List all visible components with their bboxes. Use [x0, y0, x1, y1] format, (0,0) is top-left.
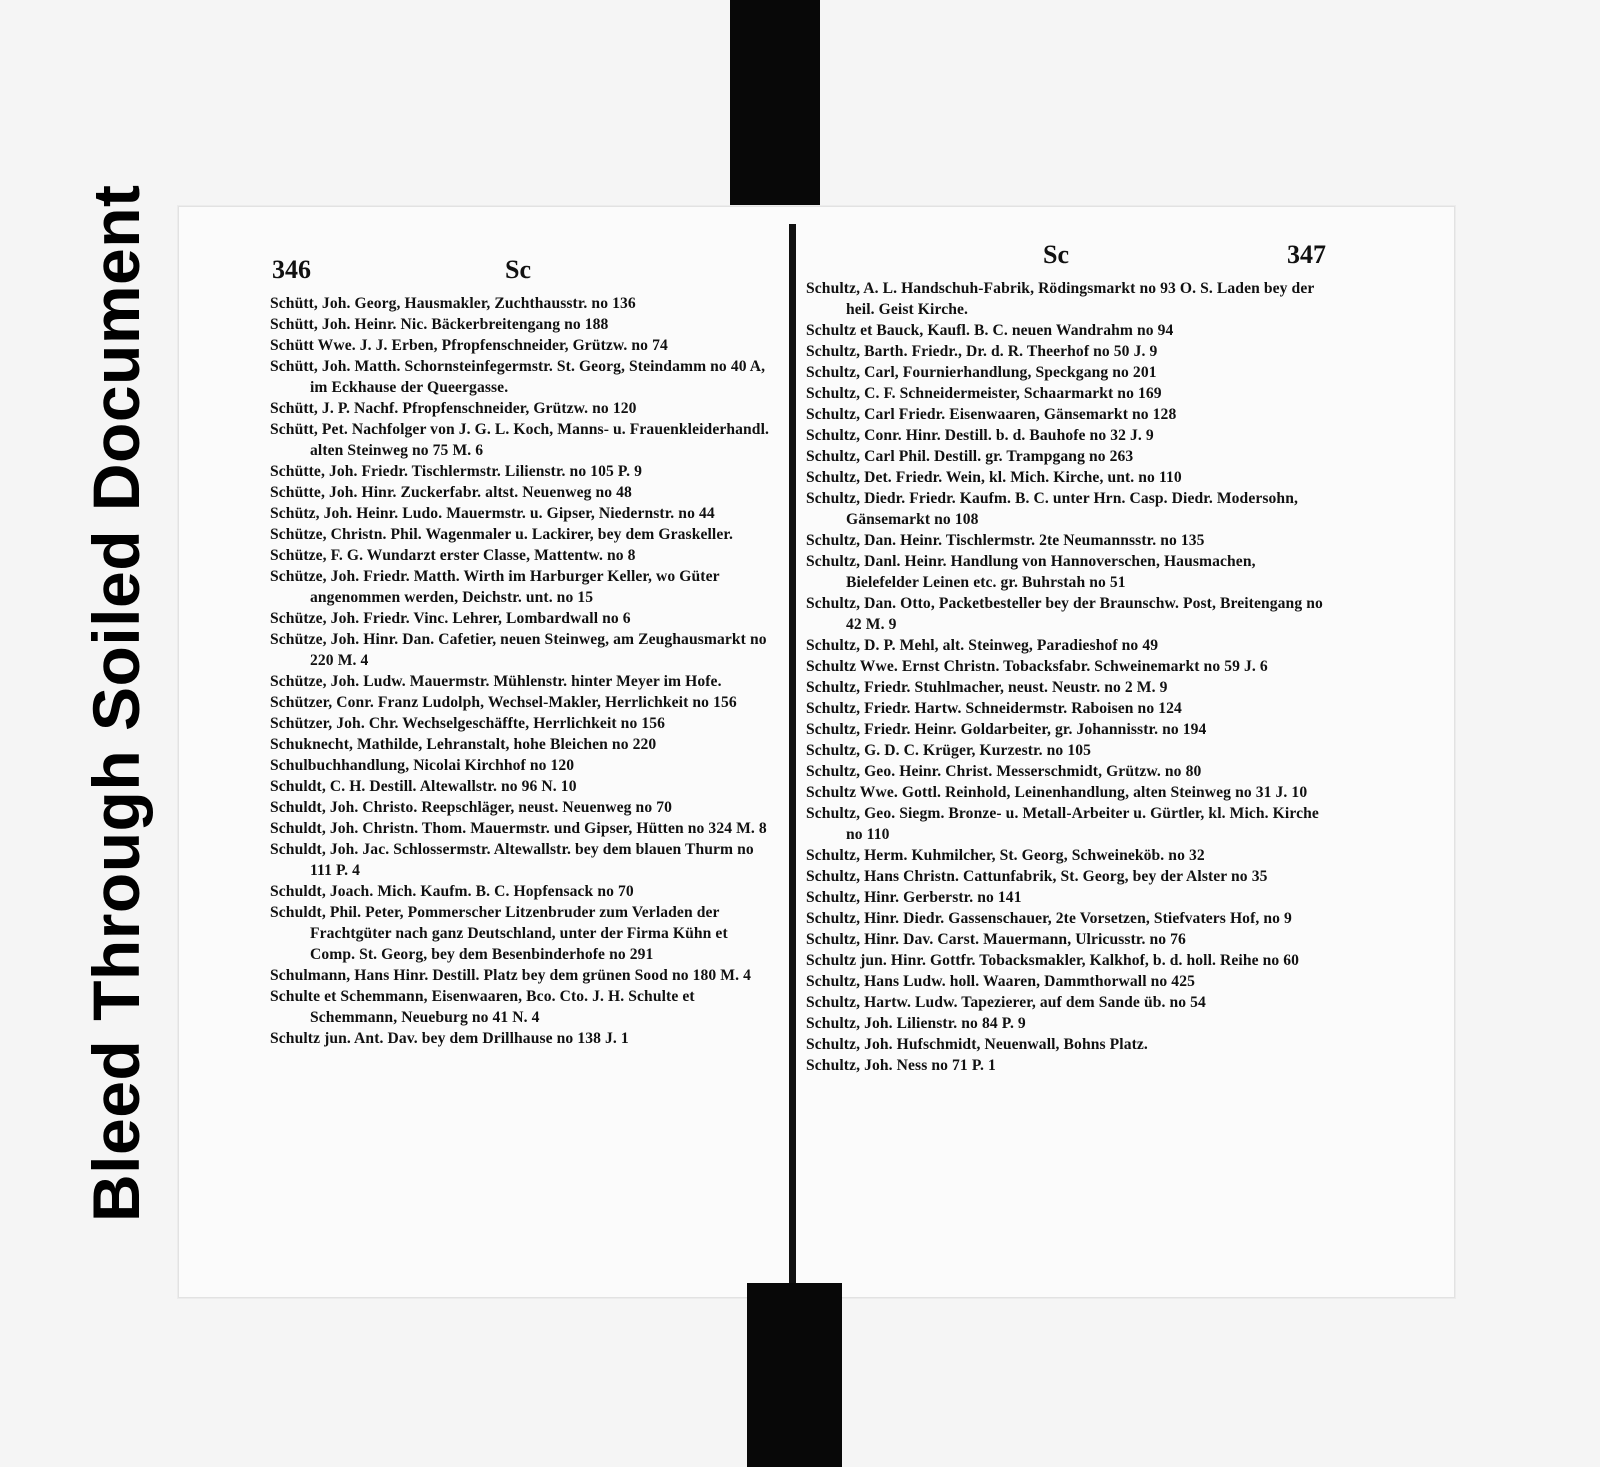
directory-entry: Schulbuchhandlung, Nicolai Kirchhof no 120: [270, 757, 575, 774]
directory-entry: Schütt, Joh. Matth. Schornsteinfegermstr. St. Georg, Steindamm no 40 A, im Eckhause der Queergasse.: [270, 358, 766, 396]
directory-entry: Schultz, Diedr. Friedr. Kaufm. B. C. unter Hrn. Casp. Diedr. Modersohn, Gänsemarkt no 108: [806, 490, 1298, 528]
directory-entry: Schultz, Conr. Hinr. Destill. b. d. Bauhofe no 32 J. 9: [806, 427, 1154, 444]
right-entry-list: [806, 278, 1326, 1076]
directory-entry: Schultz, Danl. Heinr. Handlung von Hannoverschen, Hausmachen, Bielefelder Leinen etc. gr. Buhrstah no 51: [806, 553, 1256, 591]
directory-entry: Schützer, Joh. Chr. Wechselgeschäffte, Herrlichkeit no 156: [270, 715, 666, 732]
directory-entry: Schultz, Geo. Siegm. Bronze- u. Metall-Arbeiter u. Gürtler, kl. Mich. Kirche no 110: [806, 805, 1319, 843]
directory-entry: Schultz, Hinr. Dav. Carst. Mauermann, Ulricusstr. no 76: [806, 931, 1186, 948]
directory-entry: Schultz, Joh. Lilienstr. no 84 P. 9: [806, 1015, 1026, 1032]
watermark-label: Bleed Through Soiled Document: [79, 184, 153, 1222]
left-page: [270, 255, 770, 1049]
directory-entry: Schultz, Hinr. Gerberstr. no 141: [806, 889, 1022, 906]
directory-entry: Schütze, Joh. Hinr. Dan. Cafetier, neuen Steinweg, am Zeughausmarkt no 220 M. 4: [270, 631, 767, 669]
top-binding-bar: [730, 0, 820, 222]
directory-entry: Schultz, C. F. Schneidermeister, Schaarmarkt no 169: [806, 385, 1162, 402]
directory-entry: Schuknecht, Mathilde, Lehranstalt, hohe Bleichen no 220: [270, 736, 657, 753]
book-gutter: [789, 224, 796, 1289]
right-page-heading: Sc: [1043, 240, 1069, 269]
directory-entry: Schultz, Friedr. Stuhlmacher, neust. Neustr. no 2 M. 9: [806, 679, 1168, 696]
directory-entry: Schultz jun. Hinr. Gottfr. Tobacksmakler, Kalkhof, b. d. holl. Reihe no 60: [806, 952, 1300, 969]
directory-entry: Schultz, Barth. Friedr., Dr. d. R. Theerhof no 50 J. 9: [806, 343, 1158, 360]
left-entry-list: [270, 293, 770, 1049]
directory-entry: Schultz, Joh. Ness no 71 P. 1: [806, 1057, 996, 1074]
right-page-number: 347: [1287, 240, 1326, 269]
directory-entry: Schultz, Hartw. Ludw. Tapezierer, auf dem Sande üb. no 54: [806, 994, 1206, 1011]
directory-entry: Schultz jun. Ant. Dav. bey dem Drillhause no 138 J. 1: [270, 1030, 629, 1047]
directory-entry: Schütz, Joh. Heinr. Ludo. Mauermstr. u. Gipser, Niedernstr. no 44: [270, 505, 715, 522]
directory-entry: Schütze, Joh. Friedr. Vinc. Lehrer, Lombardwall no 6: [270, 610, 631, 627]
directory-entry: Schultz, Hans Ludw. holl. Waaren, Dammthorwall no 425: [806, 973, 1195, 990]
directory-entry: Schütze, Joh. Friedr. Matth. Wirth im Harburger Keller, wo Güter angenommen werden, Deichstr. unt. no 15: [270, 568, 720, 606]
directory-entry: Schultz, Joh. Hufschmidt, Neuenwall, Bohns Platz.: [806, 1036, 1148, 1053]
directory-entry: Schultz et Bauck, Kaufl. B. C. neuen Wandrahm no 94: [806, 322, 1174, 339]
directory-entry: Schuldt, Joh. Christo. Reepschläger, neust. Neuenweg no 70: [270, 799, 673, 816]
directory-entry: Schultz, Hinr. Diedr. Gassenschauer, 2te Vorsetzen, Stiefvaters Hof, no 9: [806, 910, 1292, 927]
directory-entry: Schuldt, Joh. Jac. Schlossermstr. Altewallstr. bey dem blauen Thurm no 111 P. 4: [270, 841, 754, 879]
directory-entry: Schultz, Herm. Kuhmilcher, St. Georg, Schweineköb. no 32: [806, 847, 1205, 864]
directory-entry: Schulte et Schemmann, Eisenwaaren, Bco. Cto. J. H. Schulte et Schemmann, Neueburg no 41 N. 4: [270, 988, 695, 1026]
directory-entry: Schütt Wwe. J. J. Erben, Pfropfenschneider, Grützw. no 74: [270, 337, 668, 354]
directory-entry: Schütte, Joh. Friedr. Tischlermstr. Lilienstr. no 105 P. 9: [270, 463, 642, 480]
directory-entry: Schütze, Christn. Phil. Wagenmaler u. Lackirer, bey dem Graskeller.: [270, 526, 733, 543]
directory-entry: Schultz, Hans Christn. Cattunfabrik, St. Georg, bey der Alster no 35: [806, 868, 1268, 885]
directory-entry: Schultz, D. P. Mehl, alt. Steinweg, Paradieshof no 49: [806, 637, 1159, 654]
directory-entry: Schütt, J. P. Nachf. Pfropfenschneider, Grützw. no 120: [270, 400, 637, 417]
directory-entry: Schütt, Pet. Nachfolger von J. G. L. Koch, Manns- u. Frauenkleiderhandl. alten Steinweg no 75 M. 6: [270, 421, 770, 459]
directory-entry: Schütt, Joh. Heinr. Nic. Bäckerbreitengang no 188: [270, 316, 609, 333]
directory-entry: Schultz, Carl Phil. Destill. gr. Trampgang no 263: [806, 448, 1134, 465]
right-page: [806, 240, 1326, 1076]
directory-entry: Schultz Wwe. Ernst Christn. Tobacksfabr. Schweinemarkt no 59 J. 6: [806, 658, 1268, 675]
left-page-number: 346: [272, 255, 311, 284]
right-page-header: [806, 240, 1326, 278]
directory-entry: Schuldt, C. H. Destill. Altewallstr. no 96 N. 10: [270, 778, 577, 795]
directory-entry: Schultz, Friedr. Hartw. Schneidermstr. Raboisen no 124: [806, 700, 1182, 717]
directory-entry: Schulmann, Hans Hinr. Destill. Platz bey dem grünen Sood no 180 M. 4: [270, 967, 752, 984]
directory-entry: Schultz, A. L. Handschuh-Fabrik, Rödingsmarkt no 93 O. S. Laden bey der heil. Geist Kirche.: [806, 280, 1315, 318]
directory-entry: Schütze, Joh. Ludw. Mauermstr. Mühlenstr. hinter Meyer im Hofe.: [270, 673, 722, 690]
directory-entry: Schuldt, Joh. Christn. Thom. Mauermstr. und Gipser, Hütten no 324 M. 8: [270, 820, 767, 837]
directory-entry: Schultz, G. D. C. Krüger, Kurzestr. no 105: [806, 742, 1092, 759]
directory-entry: Schütt, Joh. Georg, Hausmakler, Zuchthausstr. no 136: [270, 295, 636, 312]
directory-entry: Schultz, Dan. Heinr. Tischlermstr. 2te Neumannsstr. no 135: [806, 532, 1205, 549]
directory-entry: Schuldt, Joach. Mich. Kaufm. B. C. Hopfensack no 70: [270, 883, 634, 900]
directory-entry: Schütte, Joh. Hinr. Zuckerfabr. altst. Neuenweg no 48: [270, 484, 632, 501]
directory-entry: Schuldt, Phil. Peter, Pommerscher Litzenbruder zum Verladen der Frachtgüter nach ganz Deutschland, unter der Firma Kühn et Comp. St. Georg, bey dem Besenbinderhofe no 291: [270, 904, 728, 963]
left-page-heading: Sc: [505, 255, 531, 284]
directory-entry: Schultz Wwe. Gottl. Reinhold, Leinenhandlung, alten Steinweg no 31 J. 10: [806, 784, 1308, 801]
directory-entry: Schütze, F. G. Wundarzt erster Classe, Mattentw. no 8: [270, 547, 636, 564]
directory-entry: Schultz, Dan. Otto, Packetbesteller bey der Braunschw. Post, Breitengang no 42 M. 9: [806, 595, 1323, 633]
directory-entry: Schützer, Conr. Franz Ludolph, Wechsel-Makler, Herrlichkeit no 156: [270, 694, 737, 711]
directory-entry: Schultz, Det. Friedr. Wein, kl. Mich. Kirche, unt. no 110: [806, 469, 1182, 486]
bottom-binding-bar: [747, 1283, 842, 1467]
directory-entry: Schultz, Carl Friedr. Eisenwaaren, Gänsemarkt no 128: [806, 406, 1177, 423]
left-page-header: [270, 255, 770, 293]
directory-entry: Schultz, Carl, Fournierhandlung, Speckgang no 201: [806, 364, 1157, 381]
directory-entry: Schultz, Friedr. Heinr. Goldarbeiter, gr. Johannisstr. no 194: [806, 721, 1207, 738]
directory-entry: Schultz, Geo. Heinr. Christ. Messerschmidt, Grützw. no 80: [806, 763, 1202, 780]
